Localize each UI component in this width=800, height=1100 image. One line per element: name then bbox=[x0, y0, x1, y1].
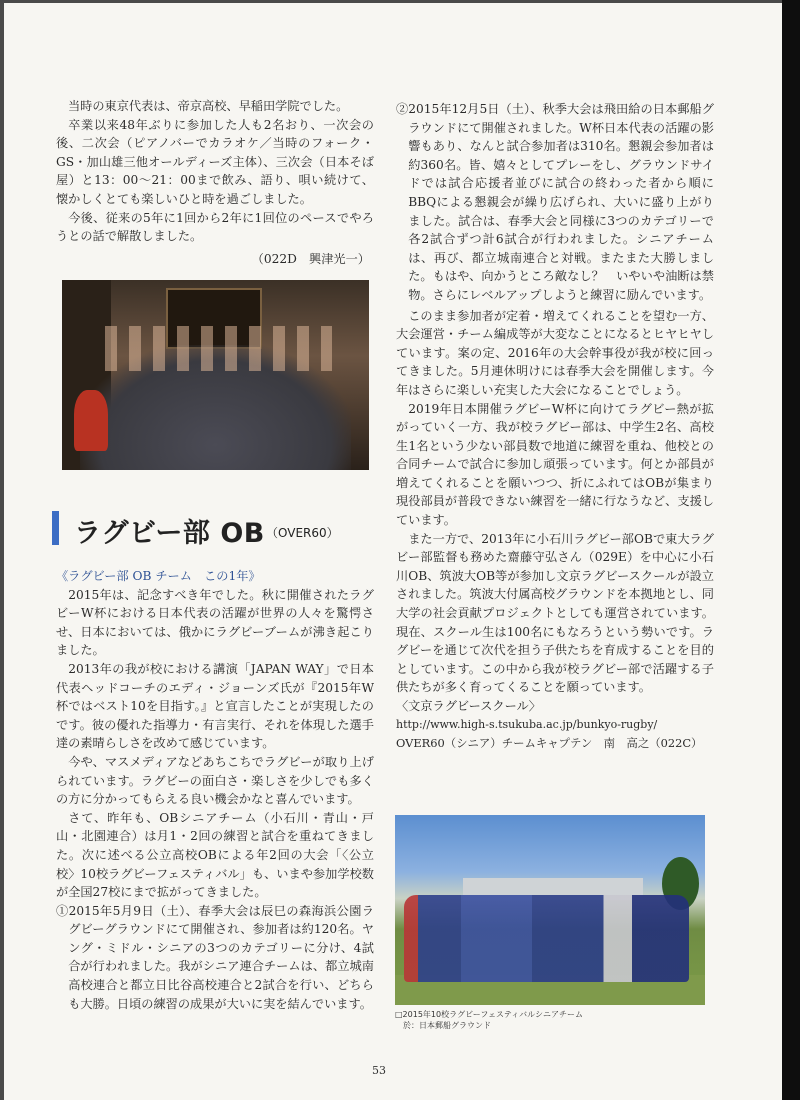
team-photo bbox=[395, 815, 705, 1005]
reunion-photo bbox=[62, 280, 369, 470]
heading-accent-bar bbox=[52, 511, 59, 545]
school-url: http://www.high-s.tsukuba.ac.jp/bunkyo-rugby/ bbox=[396, 717, 658, 731]
paragraph: また一方で、2013年に小石川ラグビー部OBで東大ラグビー部監督も務めた齋藤守弘さん（029E）を中心に小石川OB、筑波大OB等が参加し文京ラグビースクールが設立されました。筑波大付属高校グラウンドを本拠地とし、同大学の社会貢献プロジェクトとしても運営されています。現在、スクール生は100名にもなろうという勢いです。ラグビーを通じて次代を担う子供たちを育成することを目的としています。この中から我が校ラグビー部で活躍する子供たちが多く育ってくることを願っています。 bbox=[396, 531, 714, 695]
signature: （022D 興津光一） bbox=[251, 251, 370, 266]
paragraph: 2019年日本開催ラグビーW杯に向けてラグビー熱が拡がっていく一方、我が校ラグビー部は、中学生2名、高校生1名という少ない部員数で地道に練習を重ね、他校との合同チームで試合に参加し頑張っています。何とか部員が増えてくれることを願いつつ、折にふれてはOBが集まり現役部員が普段できない練習を一緒に行なうなど、支援しています。 bbox=[396, 401, 714, 528]
paragraph: 今や、マスメディアなどあちこちでラグビーが取り上げられています。ラグビーの面白さ・楽しさを少しでも多くの方に分かってもらえる良い機会かなと喜んでいます。 bbox=[56, 754, 374, 807]
page-number: 53 bbox=[372, 1064, 386, 1077]
scan-edge bbox=[782, 0, 800, 1100]
paragraph: 当時の東京代表は、帝京高校、早稲田学院でした。 bbox=[68, 99, 349, 113]
section-heading bbox=[52, 510, 372, 549]
paragraph: 今後、従来の5年に1回から2年に1回位のペースでやろうとの話で解散しました。 bbox=[56, 210, 374, 244]
paragraph: このまま参加者が定着・増えてくれることを望む一方、大会運営・チーム編成等が大変なことになるとヒヤヒヤしています。案の定、2016年の大会幹事役が我が校に回ってきました。5月連休明けには春季大会を開催します。今年はさらに楽しい充実した大会になることでしょう。 bbox=[396, 308, 714, 397]
heading-subtitle: （OVER60） bbox=[266, 526, 339, 540]
right-column bbox=[396, 100, 714, 753]
list-item: ①2015年5月9日（土）、春季大会は辰巳の森海浜公園ラグビーグラウンドにて開催され、参加者は約120名。ヤング・ミドル・シニアの3つのカテゴリーに分け、4試合が行われました。我がシニア連合チームは、都立城南高校連合と都立日比谷高校連合と2試合を行い、どちらも大勝。日頃の練習の成果が大いに実を結んでいます。 bbox=[56, 903, 374, 1011]
photo-caption bbox=[395, 1009, 583, 1031]
left-column-top bbox=[56, 97, 374, 268]
caption-line: 於：日本郵船グラウンド bbox=[403, 1021, 491, 1030]
subheading: 《ラグビー部 OB チーム この1年》 bbox=[56, 569, 261, 583]
left-column-bottom bbox=[56, 567, 374, 1013]
paragraph: さて、昨年も、OBシニアチーム（小石川・青山・戸山・北園連合）は月1・2回の練習と試合を重ねてきました。次に述べる公立高校OBによる年2回の大会「〈公立校〉10校ラグビーフェスティバル」も、いまや参加学校数が全国27校にまで拡がってきました。 bbox=[56, 810, 374, 900]
paragraph: 卒業以来48年ぶりに参加した人も2名おり、一次会の後、二次会（ピアノバーでカラオケ／当時のフォーク・GS・加山雄三他オールディーズ主体）、三次会（日本そば屋）と13：00～21：00まで飲み、語り、唄い続けて、懐かしくとても楽しいひと時を過ごしました。 bbox=[56, 117, 374, 206]
heading-title: ラグビー部 OB bbox=[74, 518, 265, 549]
school-label: 〈文京ラグビースクール〉 bbox=[396, 699, 541, 713]
caption-line: □2015年10校ラグビーフェスティバルシニアチーム bbox=[395, 1010, 583, 1019]
paragraph: 2013年の我が校における講演「JAPAN WAY」で日本代表ヘッドコーチのエディ・ジョーンズ氏が『2015年W杯ではベスト10を目指す。』と宣言したことが実現したのです。彼の優れた指導力・有言実行、それを体現した選手達の素晴らしさを改めて感じています。 bbox=[56, 661, 374, 751]
paragraph: 2015年は、記念すべき年でした。秋に開催されたラグビーW杯における日本代表の活躍が世界の人々を驚愕させ、日本においては、俄かにラグビーブームが沸き起こりました。 bbox=[56, 587, 374, 658]
signature: OVER60（シニア）チームキャプテン 南 高之（022C） bbox=[396, 736, 703, 751]
list-item: ②2015年12月5日（土）、秋季大会は飛田給の日本郵船グラウンドにて開催されました。W杯日本代表の活躍の影響もあり、なんと試合参加者は310名。懇親会参加者は約360名。皆、嬉々としてプレーをし、グラウンドサイドでは試合応援者並びに試合の終わった者から順にBBQによる懇親会が繰り広げられ、大いに盛り上がりました。試合は、春季大会と同様に3つのカテゴリーで各2試合ずつ計6試合が行われました。シニアチームは、再び、都立城南連合と対戦。またまた大勝しました。もはや、向かうところ敵なし？ いやいや油断は禁物。さらにレベルアップしようと練習に励んでいます。 bbox=[396, 102, 714, 302]
